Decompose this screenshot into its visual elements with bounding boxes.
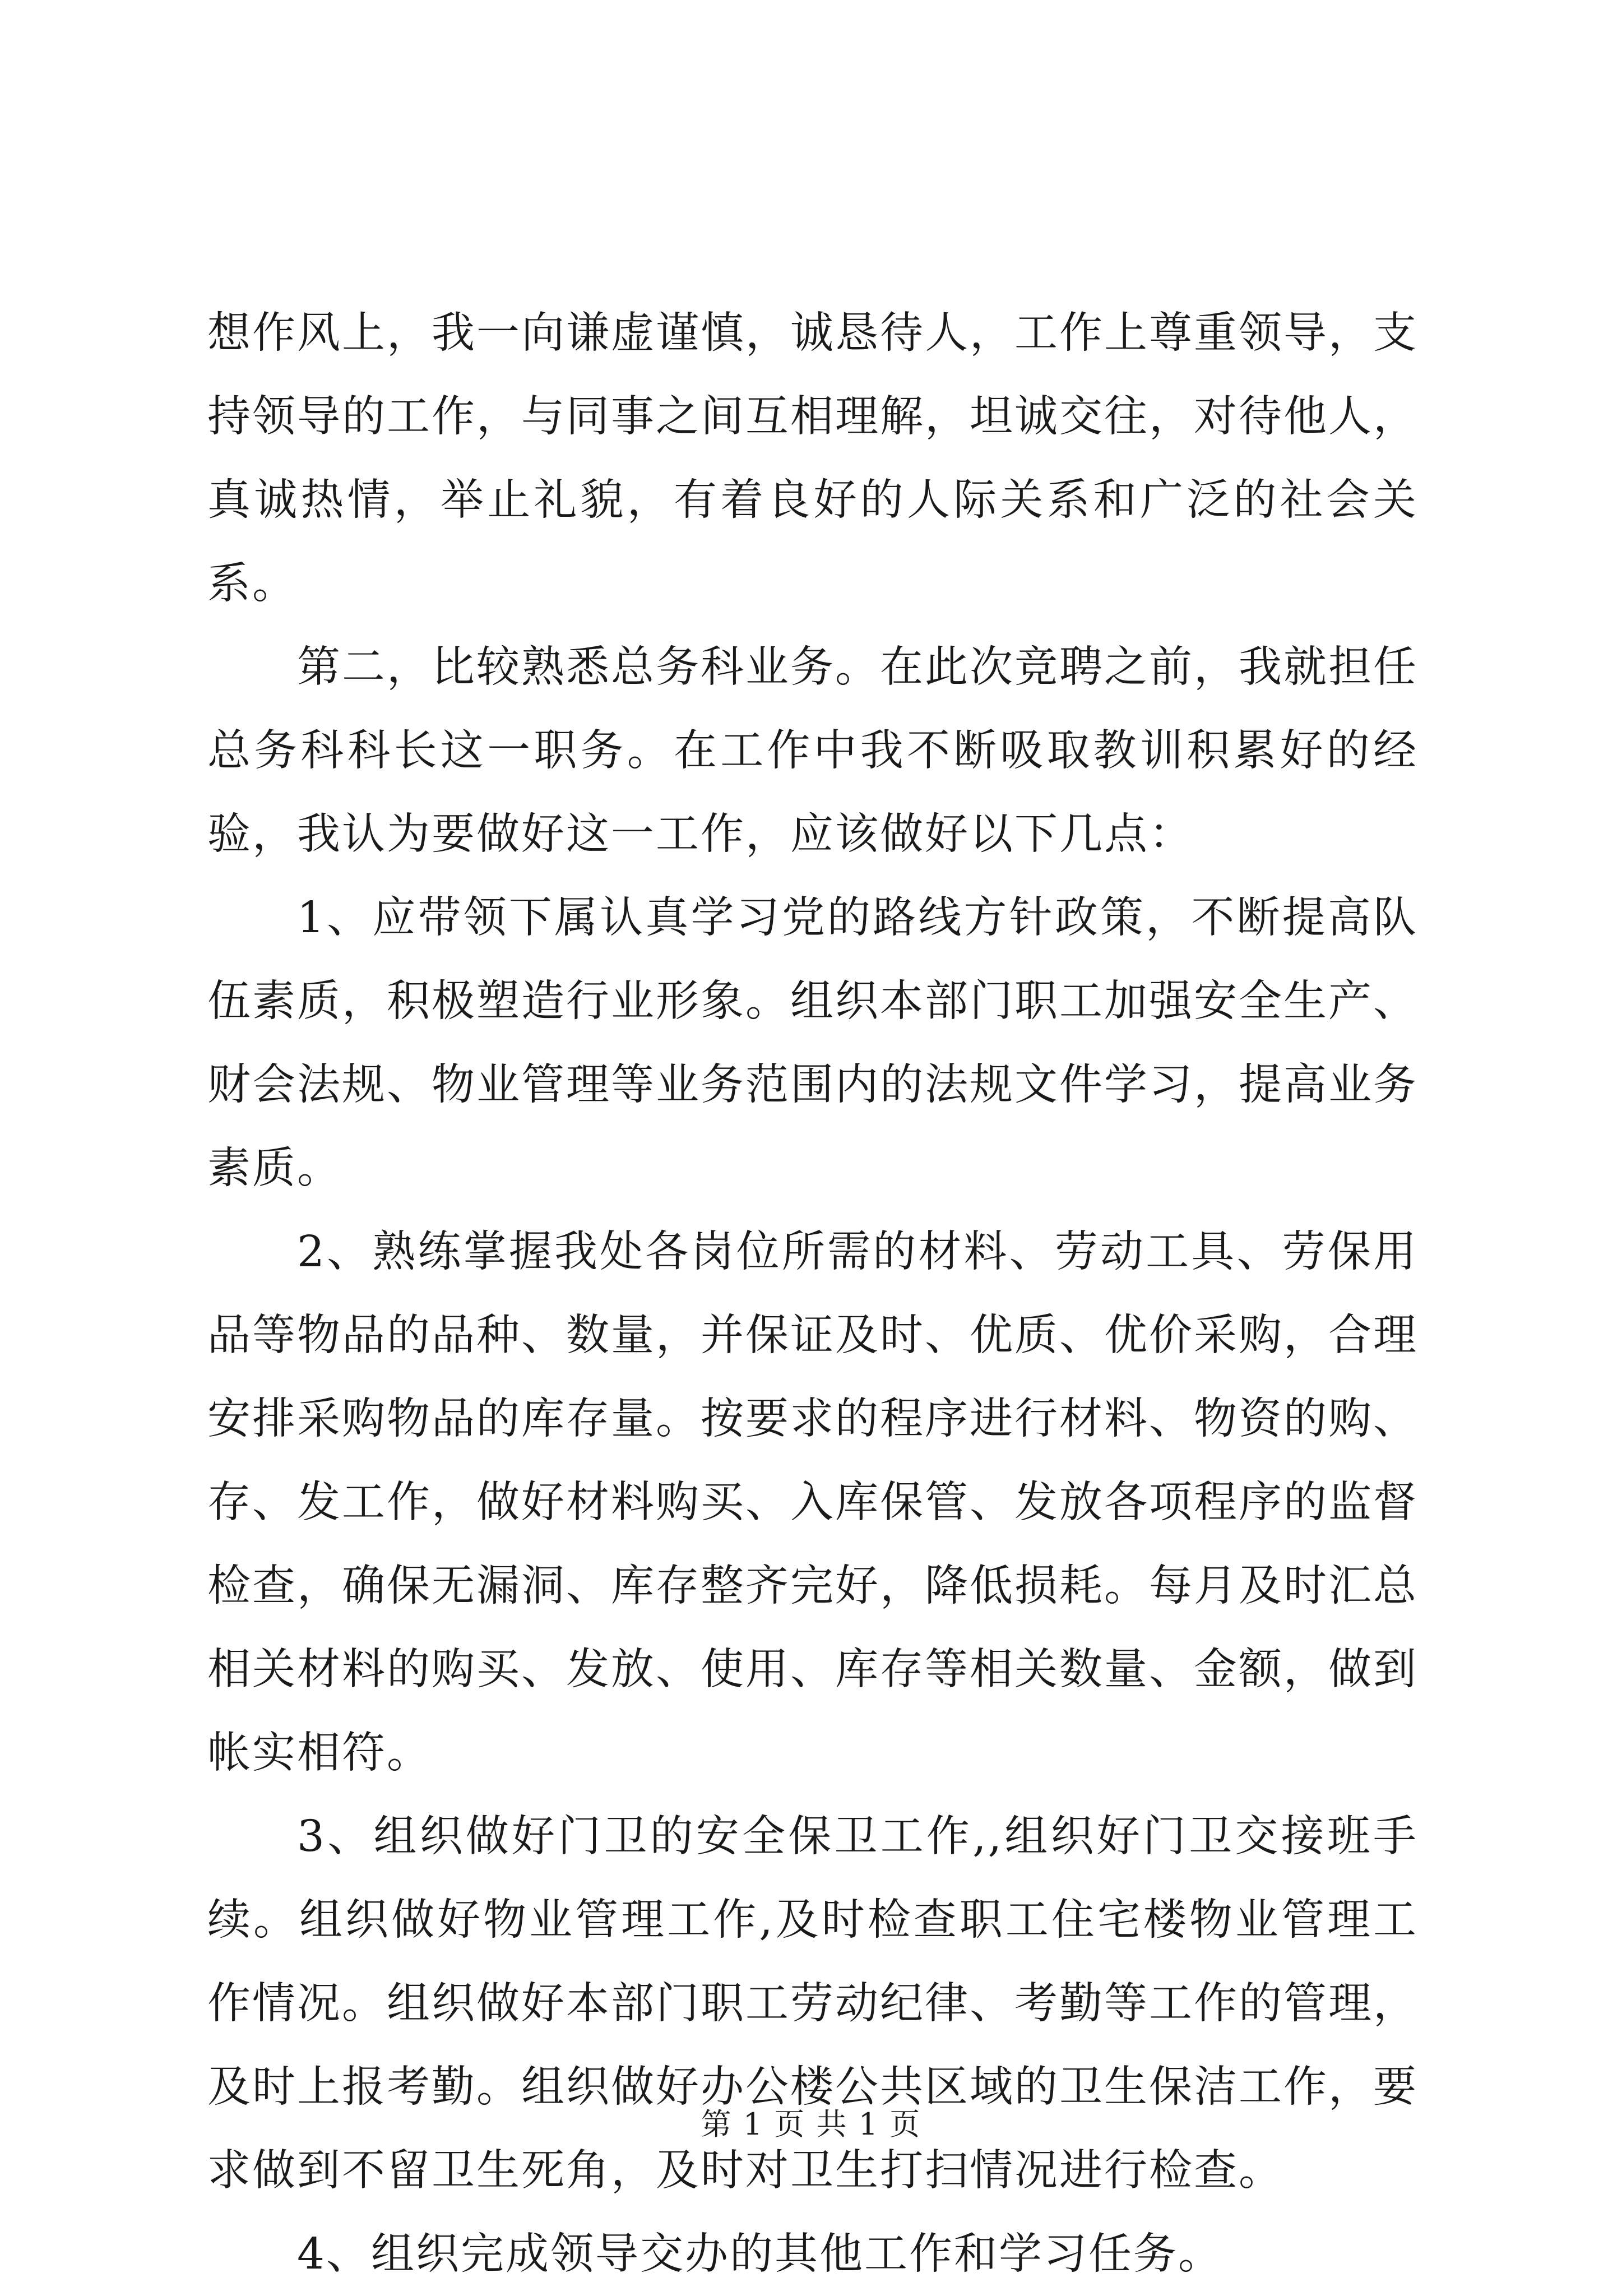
paragraph-4: 2、熟练掌握我处各岗位所需的材料、劳动工具、劳保用品等物品的品种、数量，并保证及时、优质、优价采购，合理安排采购物品的库存量。按要求的程序进行材料、物资的购、存、发工作，做好材料购买、入库保管、发放各项程序的监督检查，确保无漏洞、库存整齐完好，降低损耗。每月及时汇总相关材料的购买、发放、使用、库存等相关数量、金额，做到帐实相符。: [207, 1227, 1418, 1778]
paragraph-6: 4、组织完成领导交办的其他工作和学习任务。: [297, 2229, 1223, 2279]
paragraph-1: 想作风上，我一向谦虚谨慎，诚恳待人，工作上尊重领导，支持领导的工作，与同事之间互相理解，坦诚交往，对待他人，真诚热情，举止礼貌，有着良好的人际关系和广泛的社会关系。: [207, 308, 1418, 609]
paragraph-5: 3、组织做好门卫的安全保卫工作,,组织好门卫交接班手续。组织做好物业管理工作,及时检查职工住宅楼物业管理工作情况。组织做好本部门职工劳动纪律、考勤等工作的管理，及时上报考勤。组织做好办公楼公共区域的卫生保洁工作，要求做到不留卫生死角，及时对卫生打扫情况进行检查。: [207, 1812, 1418, 2196]
page-footer: 第 1 页 共 1 页: [701, 2107, 921, 2142]
paragraph-3: 1、应带领下属认真学习党的路线方针政策，不断提高队伍素质，积极塑造行业形象。组织本部门职工加强安全生产、财会法规、物业管理等业务范围内的法规文件学习，提高业务素质。: [207, 893, 1418, 1193]
document-body: [207, 291, 1418, 2296]
paragraph-2: 第二，比较熟悉总务科业务。在此次竞聘之前，我就担任总务科科长这一职务。在工作中我不断吸取教训积累好的经验，我认为要做好这一工作，应该做好以下几点：: [207, 642, 1418, 859]
